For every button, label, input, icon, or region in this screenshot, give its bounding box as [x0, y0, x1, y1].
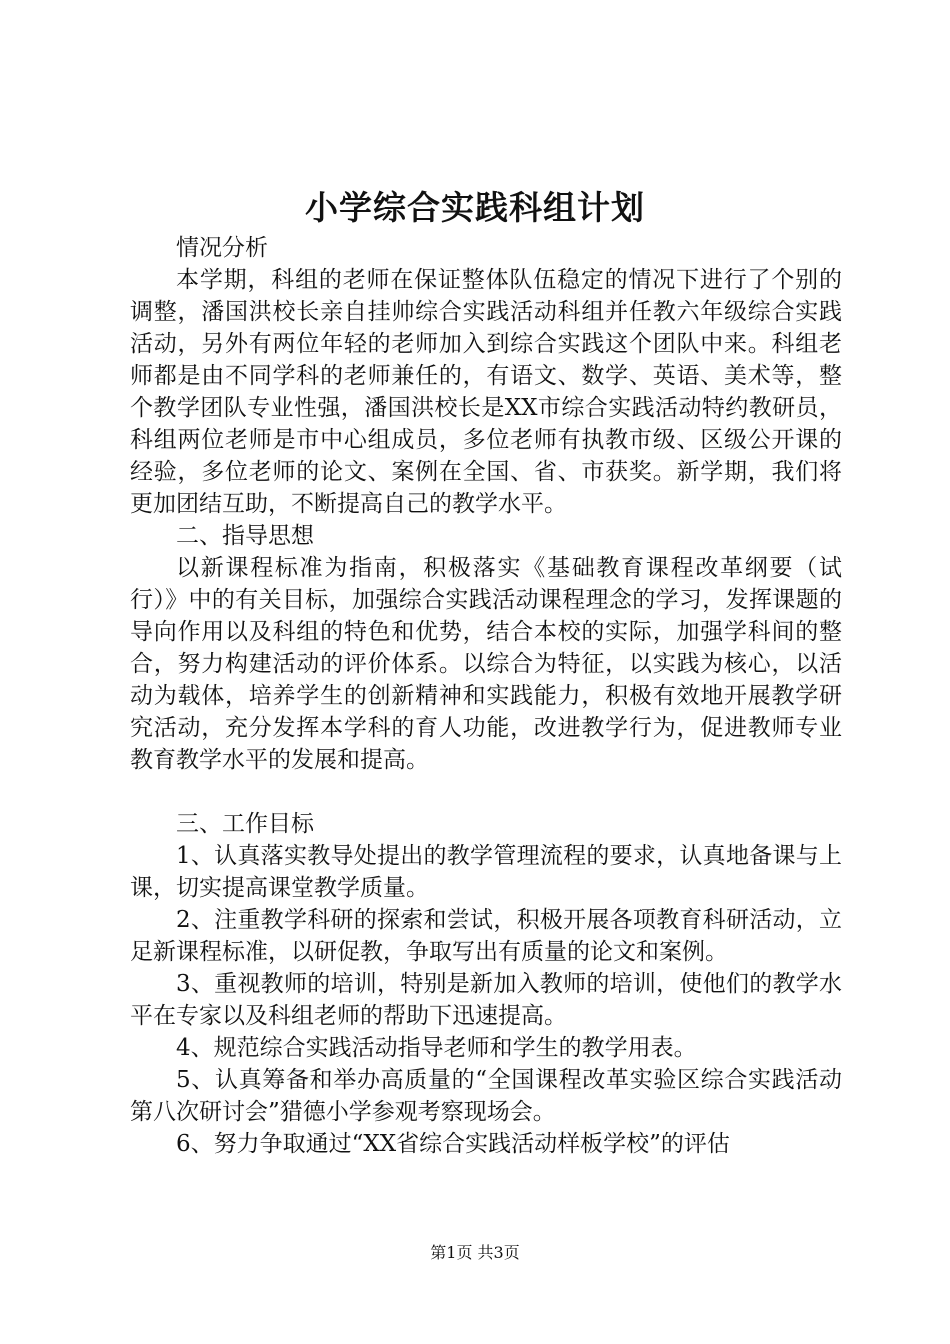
- goal-item: 6、努力争取通过“XX省综合实践活动样板学校”的评估: [176, 1131, 730, 1157]
- section-heading-situation: 情况分析: [176, 235, 268, 261]
- page-footer: 第1页 共3页: [430, 1243, 520, 1262]
- goal-item: 2、注重教学科研的探索和尝试，积极开展各项教育科研活动，立足新课程标准，以研促教，争取写出有质量的论文和案例。: [130, 907, 842, 965]
- paragraph-guidance: 以新课程标准为指南，积极落实《基础教育课程改革纲要（试行）》中的有关目标，加强综合实践活动课程理念的学习，发挥课题的导向作用以及科组的特色和优势，结合本校的实际，加强学科间的整合，努力构建活动的评价体系。以综合为特征，以实践为核心，以活动为载体，培养学生的创新精神和实践能力，积极有效地开展教学研究活动，充分发挥本学科的育人功能，改进教学行为，促进教师专业教育教学水平的发展和提高。: [130, 555, 842, 773]
- goal-item: 3、重视教师的培训，特别是新加入教师的培训，使他们的教学水平在专家以及科组老师的帮助下迅速提高。: [130, 971, 842, 1029]
- goal-item: 1、认真落实教导处提出的教学管理流程的要求，认真地备课与上课，切实提高课堂教学质量。: [130, 843, 842, 901]
- blank-line: [130, 776, 842, 808]
- goal-item: 4、规范综合实践活动指导老师和学生的教学用表。: [176, 1035, 697, 1061]
- goal-item: 5、认真筹备和举办高质量的“全国课程改革实验区综合实践活动第八次研讨会”猎德小学参观考察现场会。: [130, 1067, 842, 1125]
- section-heading-guidance: 二、指导思想: [176, 523, 314, 549]
- document-body: [130, 232, 842, 1160]
- document-title: 小学综合实践科组计划: [305, 188, 645, 227]
- section-heading-goals: 三、工作目标: [176, 811, 314, 837]
- paragraph-situation: 本学期，科组的老师在保证整体队伍稳定的情况下进行了个别的调整，潘国洪校长亲自挂帅综合实践活动科组并任教六年级综合实践活动，另外有两位年轻的老师加入到综合实践这个团队中来。科组老师都是由不同学科的老师兼任的，有语文、数学、英语、美术等，整个教学团队专业性强，潘国洪校长是XX市综合实践活动特约教研员，科组两位老师是市中心组成员，多位老师有执教市级、区级公开课的经验，多位老师的论文、案例在全国、省、市获奖。新学期，我们将更加团结互助，不断提高自己的教学水平。: [130, 267, 842, 517]
